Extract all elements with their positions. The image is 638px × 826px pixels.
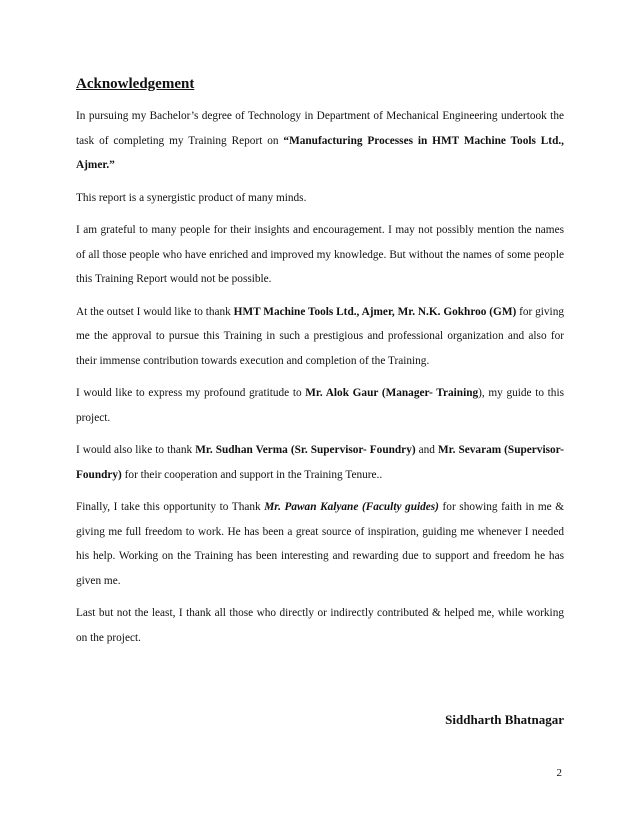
supervisor-name-2: Mr. Sevaram (Supervisor- Foundry) [76, 444, 564, 481]
report-title: “Manufacturing Processes in HMT Machine Tools Ltd., Ajmer.” [76, 134, 565, 171]
supervisor-name-1: Mr. Sudhan Verma (Sr. Supervisor- Foundry) [195, 444, 416, 456]
paragraph-thanks-guide [76, 381, 564, 430]
paragraph-thanks-supervisors [76, 438, 564, 487]
paragraph-synergy: This report is a synergistic product of many minds. [76, 191, 307, 204]
paragraph-thanks-company [76, 300, 564, 374]
supervisors-and: and [415, 444, 438, 456]
page-number: 2 [556, 767, 562, 779]
guide-thanks-text: I would like to express my profound gratitude to [76, 387, 306, 399]
supervisors-thanks-text: I would also like to thank [76, 444, 196, 456]
faculty-name: Mr. Pawan Kalyane (Faculty guides) [264, 501, 439, 513]
company-thanks-text: At the outset I would like to thank [76, 305, 234, 318]
company-name: HMT Machine Tools Ltd., Ajmer, Mr. N.K. Gokhroo (GM) [233, 305, 517, 318]
paragraph-gratitude: I am grateful to many people for their insights and encouragement. I may not possibly mention the names of all those people who have enriched and improved my knowledge. But without the names of some people this Training Report would not be possible. [76, 224, 564, 285]
paragraph-intro [76, 104, 564, 178]
document-body [76, 74, 564, 658]
author-signature: Siddharth Bhatnagar [445, 712, 564, 727]
guide-thanks-rest: ), my guide to this project. [76, 387, 564, 424]
intro-text: In pursuing my Bachelor’s degree of Technology in Department of Mechanical Engineering undertook the task of completing my Training Report on [76, 110, 564, 147]
paragraph-closing: Last but not the least, I thank all those who directly or indirectly contributed & helped me, while working on the project. [76, 607, 564, 644]
guide-name: Mr. Alok Gaur (Manager- Training [305, 387, 479, 399]
page-title: Acknowledgement [76, 76, 195, 92]
paragraph-thanks-faculty [76, 495, 564, 593]
supervisors-thanks-rest: for their cooperation and support in the Training Tenure.. [121, 468, 383, 481]
company-thanks-rest: for giving me the approval to pursue this Training in such a prestigious and professional organization and also for their immense contribution towards execution and completion of the Training. [76, 305, 564, 367]
faculty-thanks-rest: for showing faith in me & giving me full freedom to work. He has been a great source of inspiration, guiding me whenever I needed his help. Working on the Training has been interesting and rewarding due to support and freedom he has given me. [76, 501, 564, 587]
faculty-thanks-text: Finally, I take this opportunity to Thank [76, 501, 265, 513]
